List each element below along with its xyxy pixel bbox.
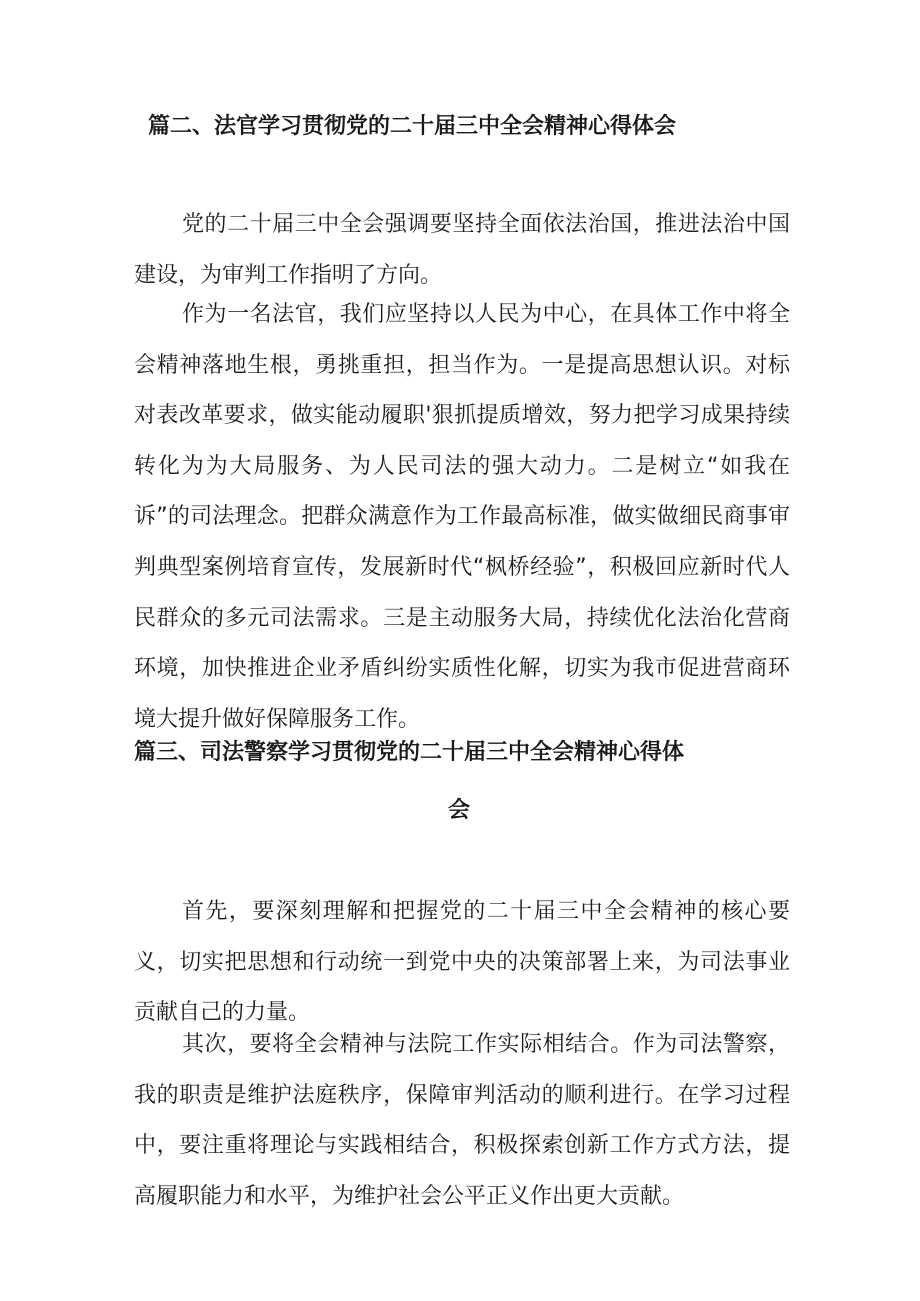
section-3-heading-line-2: 会: [448, 798, 471, 823]
section-3-paragraph-2: 其次，要将全会精神与法院工作实际相结合。作为司法警察，我的职责是维护法庭秩序，保障审判活动的顺利进行。在学习过程中，要注重将理论与实践相结合，积极探索创新工作方式方法，提高履职能力和水平，为维护社会公平正义作出更大贡献。: [134, 1032, 790, 1209]
section-2-heading: 篇二、法官学习贯彻党的二十届三中全会精神心得体会: [148, 114, 677, 139]
section-3-paragraph-1: 首先，要深刻理解和把握党的二十届三中全会精神的核心要义，切实把思想和行动统一到党中央的决策部署上来，为司法事业贡献自己的力量。: [134, 899, 790, 1026]
section-3-heading-line-1: 篇三、司法警察学习贯彻党的二十届三中全会精神心得体: [134, 740, 685, 765]
section-2-paragraph-2: 作为一名法官，我们应坚持以人民为中心，在具体工作中将全会精神落地生根，勇挑重担，担当作为。一是提高思想认识。对标对表改革要求，做实能动履职'狠抓提质增效，努力把学习成果持续转化为为大局服务、为人民司法的强大动力。二是树立“如我在诉”的司法理念。把群众满意作为工作最高标准，做实做细民商事审判典型案例培育宣传，发展新时代“枫桥经验”，积极回应新时代人民群众的多元司法需求。三是主动服务大局，持续优化法治化营商环境，加快推进企业矛盾纠纷实质性化解，切实为我市促进营商环境大提升做好保障服务工作。: [134, 302, 790, 732]
section-2-paragraph-1: 党的二十届三中全会强调要坚持全面依法治国，推进法治中国建设，为审判工作指明了方向。: [134, 212, 790, 288]
